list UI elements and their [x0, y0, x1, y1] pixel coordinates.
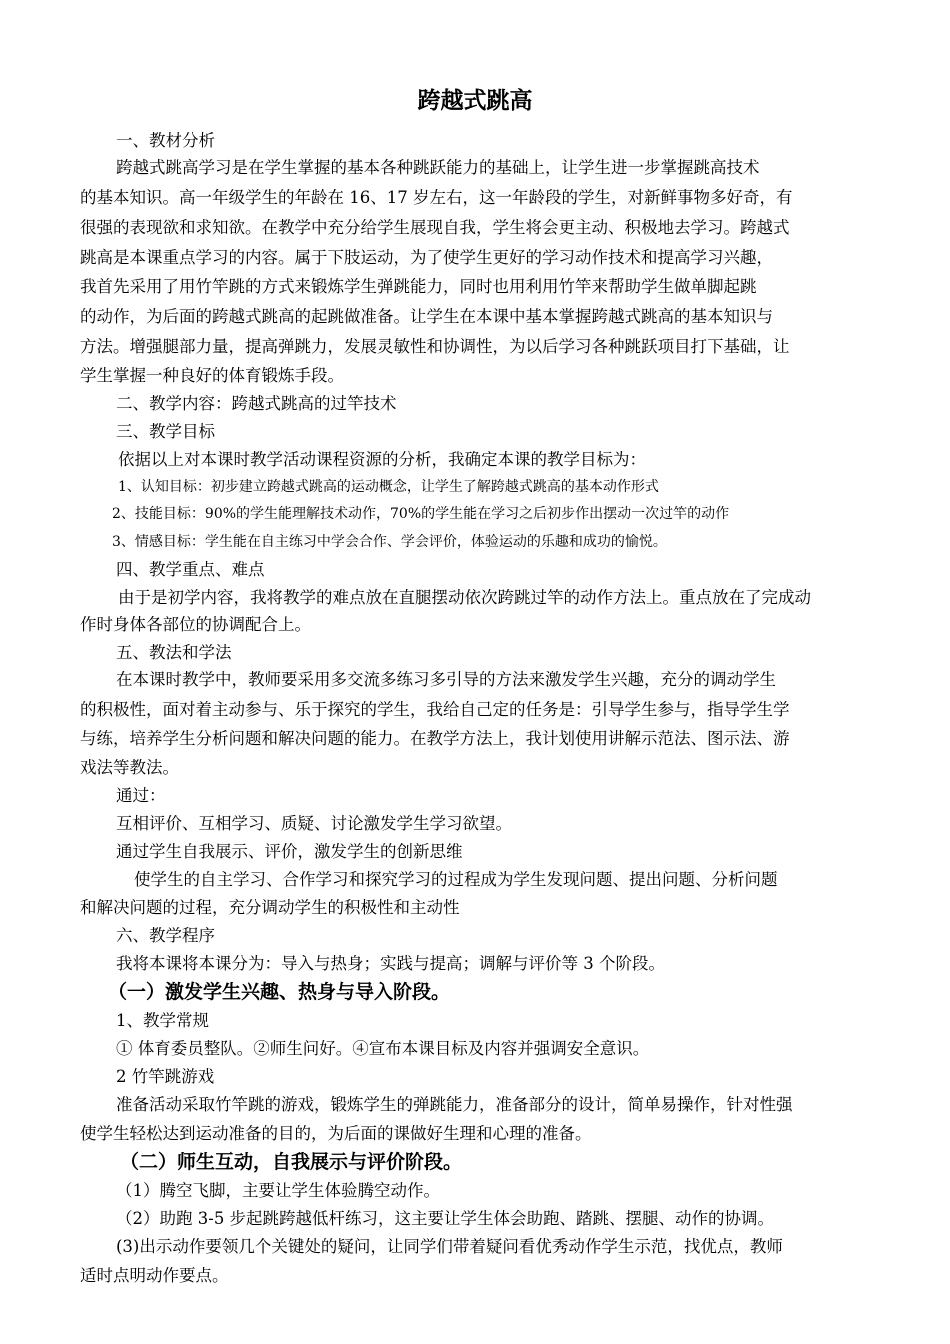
paragraph-line: 的基本知识。高一年级学生的年龄在 16、17 岁左右，这一年龄段的学生，对新鲜事物多好奇，有	[80, 188, 793, 207]
paragraph-line: 很强的表现欲和求知欲。在教学中充分给学生展现自我，学生将会更主动、积极地去学习。跨越式	[80, 218, 790, 237]
section-heading: 三、教学目标	[116, 422, 215, 441]
paragraph-line: 的动作，为后面的跨越式跳高的起跳做准备。让学生在本课中基本掌握跨越式跳高的基本知识与	[80, 307, 773, 326]
paragraph-line: 使学生轻松达到运动准备的目的，为后面的课做好生理和心理的准备。	[80, 1124, 592, 1143]
section-heading: 一、教材分析	[116, 131, 215, 150]
paragraph-line: 准备活动采取竹竿跳的游戏，锻炼学生的弹跳能力，准备部分的设计，简单易操作，针对性强	[116, 1095, 793, 1114]
paragraph-line: 和解决问题的过程，充分调动学生的积极性和主动性	[80, 898, 460, 917]
paragraph-line: 我首先采用了用竹竿跳的方式来锻炼学生弹跳能力，同时也用利用竹竿来帮助学生做单脚起跳	[80, 277, 757, 296]
stage-heading: （二）师生互动，自我展示与评价阶段。	[120, 1151, 463, 1173]
paragraph-line: 1、教学常规	[116, 1011, 209, 1030]
paragraph-line: 互相评价、互相学习、质疑、讨论激发学生学习欲望。	[116, 814, 512, 833]
paragraph-line: 我将本课将本课分为：导入与热身；实践与提高；调解与评价等 3 个阶段。	[116, 954, 665, 973]
list-item: （2）助跑 3-5 步起跳跨越低杆练习，这主要让学生体会助跑、踏跳、摆腿、动作的协调。	[116, 1209, 775, 1228]
section-heading: 六、教学程序	[116, 926, 215, 945]
paragraph-line: 跳高是本课重点学习的内容。属于下肢运动，为了使学生更好的学习动作技术和提高学习兴趣，	[80, 248, 773, 267]
section-heading: 二、教学内容：跨越式跳高的过竿技术	[116, 394, 397, 413]
section-heading: 四、教学重点、难点	[116, 560, 265, 579]
paragraph-line: 戏法等教法。	[80, 758, 179, 777]
paragraph-line: 跨越式跳高学习是在学生掌握的基本各种跳跃能力的基础上，让学生进一步掌握跳高技术	[116, 158, 760, 177]
section-heading: 五、教法和学法	[116, 643, 232, 662]
paragraph-line: 依据以上对本课时教学活动课程资源的分析，我确定本课的教学目标为：	[118, 450, 646, 469]
paragraph-line: 与练，培养学生分析问题和解决问题的能力。在教学方法上，我计划使用讲解示范法、图示法、游	[80, 729, 790, 748]
paragraph-line: 使学生的自主学习、合作学习和探究学习的过程成为学生发现问题、提出问题、分析问题	[134, 870, 778, 889]
paragraph-line: 的积极性，面对着主动参与、乐于探究的学生，我给自己定的任务是：引导学生参与，指导学生学	[80, 700, 790, 719]
document-title: 跨越式跳高	[417, 88, 533, 114]
paragraph-line: ① 体育委员整队。②师生问好。④宣布本课目标及内容并强调安全意识。	[116, 1039, 650, 1058]
goal-item: 3、情感目标：学生能在自主练习中学会合作、学会评价，体验运动的乐趣和成功的愉悦。	[112, 534, 667, 550]
paragraph-line: 在本课时教学中，教师要采用多交流多练习多引导的方法来激发学生兴趣，充分的调动学生	[116, 670, 776, 689]
list-item: (3)出示动作要领几个关键处的疑问，让同学们带着疑问看优秀动作学生示范，找优点，教师	[116, 1237, 783, 1256]
goal-item: 2、技能目标：90%的学生能理解技术动作，70%的学生能在学习之后初步作出摆动一次过竿的动作	[112, 506, 730, 522]
list-item: 适时点明动作要点。	[80, 1266, 229, 1285]
paragraph-line: 2 竹竿跳游戏	[116, 1067, 215, 1086]
paragraph-line: 方法。增强腿部力量，提高弹跳力，发展灵敏性和协调性，为以后学习各种跳跃项目打下基础，让	[80, 337, 790, 356]
paragraph-line: 作时身体各部位的协调配合上。	[80, 615, 311, 634]
stage-heading: （一）激发学生兴趣、热身与导入阶段。	[108, 981, 451, 1003]
list-item: （1）腾空飞脚，主要让学生体验腾空动作。	[116, 1181, 440, 1200]
paragraph-line: 通过学生自我展示、评价，激发学生的创新思维	[116, 842, 463, 861]
paragraph-line: 由于是初学内容，我将教学的难点放在直腿摆动依次跨跳过竿的动作方法上。重点放在了完成动	[118, 588, 811, 607]
goal-item: 1、认知目标：初步建立跨越式跳高的运动概念，让学生了解跨越式跳高的基本动作形式	[118, 479, 659, 495]
paragraph-line: 通过：	[116, 786, 166, 805]
paragraph-line: 学生掌握一种良好的体育锻炼手段。	[80, 366, 344, 385]
